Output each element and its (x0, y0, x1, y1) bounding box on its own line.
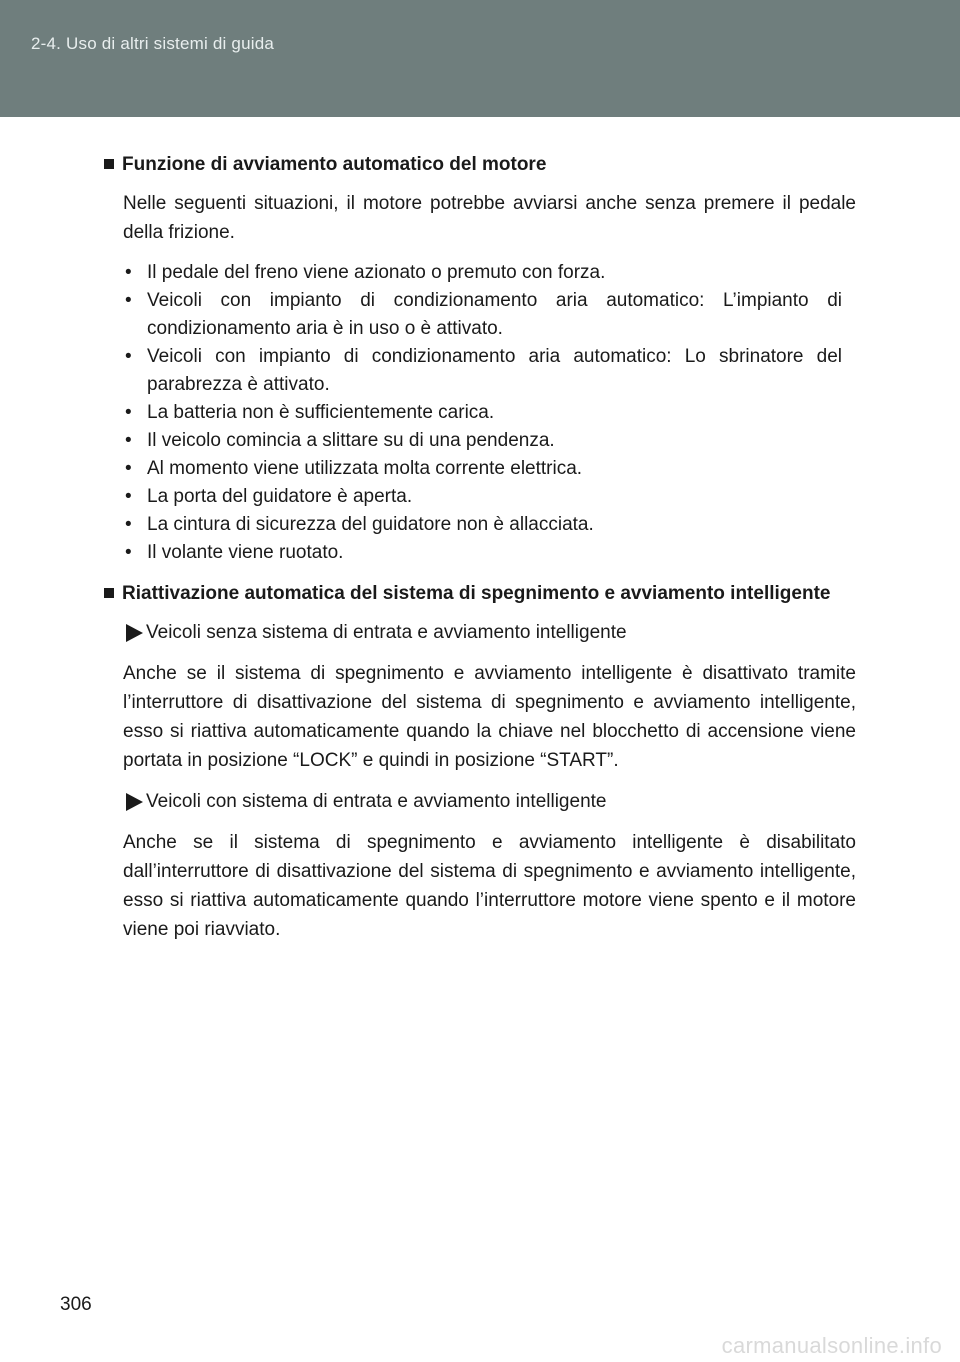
bullet-dot: • (125, 402, 132, 423)
subsection-heading-text: Veicoli senza sistema di entrata e avviamento intelligente (146, 622, 627, 643)
section-heading-text: Funzione di avviamento automatico del motore (122, 154, 547, 175)
bullet-dot: • (125, 262, 132, 283)
watermark: carmanualsonline.info (721, 1333, 942, 1358)
section-intro: Nelle seguenti situazioni, il motore potrebbe avviarsi anche senza premere il pedale della frizione. (123, 193, 856, 243)
triangle-right-icon (126, 793, 143, 811)
section-heading-auto-start (104, 150, 856, 179)
page-number: 306 (60, 1294, 92, 1315)
section-heading-text: Riattivazione automatica del sistema di spegnimento e avviamento intelligente (122, 583, 831, 604)
condition-list (123, 259, 856, 567)
bullet-dot: • (125, 430, 132, 451)
bullet-dot: • (125, 514, 132, 535)
bullet-dot: • (125, 458, 132, 479)
list-item: • Al momento viene utilizzata molta corrente elettrica. (123, 455, 856, 483)
page-content (104, 150, 856, 956)
section-heading-auto-reactivation (104, 579, 856, 608)
triangle-right-icon (126, 624, 143, 642)
subsection-paragraph: Anche se il sistema di spegnimento e avviamento intelligente è disabilitato dall’interruttore di disattivazione del sistema di spegnimento e avviamento intelligente, esso si riattiva automaticamente quando l’interruttore motore viene spento e il motore viene poi riavviato. (123, 832, 856, 940)
subsection-heading-with-smart-entry (126, 787, 856, 816)
list-item: • La batteria non è sufficientemente carica. (123, 399, 856, 427)
square-bullet-icon (104, 588, 114, 598)
square-bullet-icon (104, 159, 114, 169)
list-item: • Il veicolo comincia a slittare su di una pendenza. (123, 427, 856, 455)
list-item: • La cintura di sicurezza del guidatore non è allacciata. (123, 511, 856, 539)
list-item: • Veicoli con impianto di condizionamento aria automatico: Lo sbrinatore del parabrezza è attivato. (123, 343, 856, 399)
list-item: • La porta del guidatore è aperta. (123, 483, 856, 511)
bullet-dot: • (125, 486, 132, 507)
bullet-dot: • (125, 346, 132, 367)
list-item: • Il volante viene ruotato. (123, 539, 856, 567)
bullet-dot: • (125, 542, 132, 563)
subsection-paragraph: Anche se il sistema di spegnimento e avviamento intelligente è disattivato tramite l’interruttore di disattivazione del sistema di spegnimento e avviamento intelligente, esso si riattiva automaticamente quando la chiave nel blocchetto di accensione viene portata in posizione “LOCK” e quindi in posizione “START”. (123, 663, 856, 771)
subsection-heading-without-smart-entry (126, 618, 856, 647)
bullet-dot: • (125, 290, 132, 311)
section-title: 2-4. Uso di altri sistemi di guida (31, 34, 275, 53)
subsection-heading-text: Veicoli con sistema di entrata e avviamento intelligente (146, 791, 607, 812)
list-item: • Il pedale del freno viene azionato o premuto con forza. (123, 259, 856, 287)
header-band (0, 0, 960, 117)
list-item: • Veicoli con impianto di condizionamento aria automatico: L’impianto di condizionamento aria è in uso o è attivato. (123, 287, 856, 343)
